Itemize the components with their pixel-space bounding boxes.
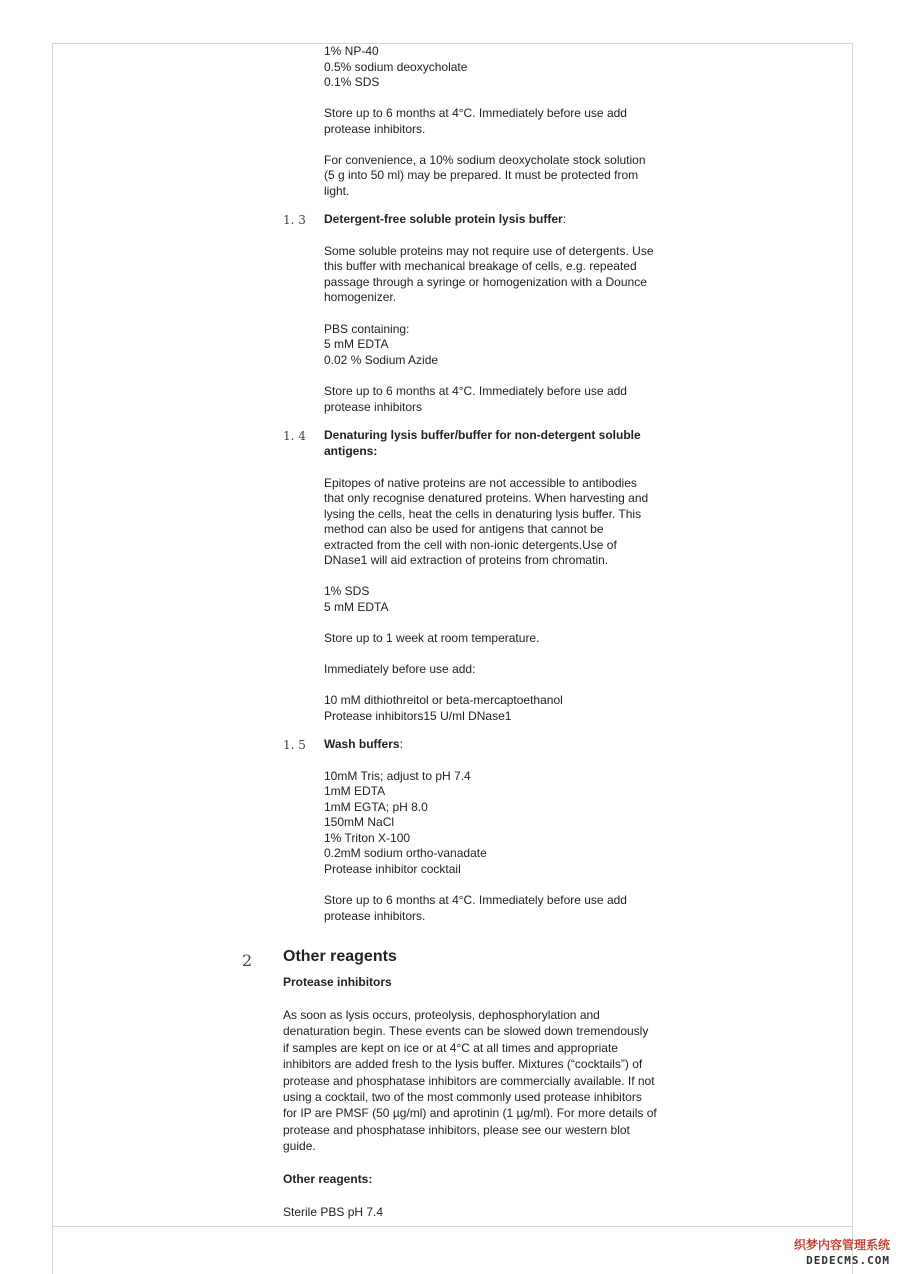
storage-line: protease inhibitors. (324, 909, 426, 923)
description-line: extracted from the cell with non-ionic detergents.Use of (324, 538, 617, 552)
heading-colon: : (399, 737, 403, 751)
reagent-line: 5 mM EDTA (324, 337, 389, 351)
reagent-line: 1mM EDTA (324, 784, 386, 798)
additive-line: Protease inhibitors15 U/ml DNase1 (324, 709, 512, 723)
reagent-line: Protease inhibitor cocktail (324, 862, 461, 876)
description-line: passage through a syringe or homogenization with a Dounce (324, 275, 647, 289)
reagent-line: 10mM Tris; adjust to pH 7.4 (324, 769, 471, 783)
reagent-line: 1mM EGTA; pH 8.0 (324, 800, 428, 814)
section-heading (324, 737, 403, 753)
description-line: DNase1 will aid extraction of proteins from chromatin. (324, 553, 609, 567)
paragraph-line: As soon as lysis occurs, proteolysis, dephosphorylation and (283, 1008, 600, 1022)
description-line: Some soluble proteins may not require use of detergents. Use (324, 244, 654, 258)
reagent-line: 1% SDS (324, 584, 370, 598)
subsection-title: Other reagents: (283, 1172, 373, 1186)
section-title: antigens: (324, 444, 378, 458)
description-line: that only recognise denatured proteins. When harvesting and (324, 491, 649, 505)
description-line: this buffer with mechanical breakage of cells, e.g. repeated (324, 259, 637, 273)
paragraph-line: for IP are PMSF (50 µg/ml) and aprotinin (1 µg/ml). For more details of (283, 1106, 657, 1120)
section-number: 2 (242, 951, 253, 970)
section-number: 1. 3 (283, 213, 306, 227)
paragraph-line: using a cocktail, two of the most commonly used protease inhibitors (283, 1090, 642, 1104)
subsection-title: Protease inhibitors (283, 975, 392, 989)
reagent-line: 1% Triton X-100 (324, 831, 411, 845)
note-line: For convenience, a 10% sodium deoxycholate stock solution (324, 153, 646, 167)
section-title: Denaturing lysis buffer/buffer for non-detergent soluble (324, 428, 641, 442)
reagent-line: 1% NP-40 (324, 44, 379, 58)
note-line: (5 g into 50 ml) may be prepared. It must be protected from (324, 168, 639, 182)
section-title: Detergent-free soluble protein lysis buffer (324, 212, 563, 226)
watermark-text: 织梦内容管理系统 (793, 1238, 890, 1252)
paragraph-line: inhibitors are added fresh to the lysis buffer. Mixtures (“cocktails”) of (283, 1057, 643, 1071)
paragraph-line: guide. (283, 1139, 316, 1153)
reagent-line: 0.2mM sodium ortho-vanadate (324, 846, 487, 860)
section-heading (324, 212, 566, 228)
watermark-url: DEDECMS.COM (806, 1254, 890, 1267)
reagent-line: 0.5% sodium deoxycholate (324, 60, 468, 74)
storage-line: Store up to 6 months at 4°C. Immediately before use add (324, 893, 627, 907)
storage-line: Store up to 6 months at 4°C. Immediately before use add (324, 384, 627, 398)
paragraph-line: if samples are kept on ice or at 4°C at all times and appropriate (283, 1041, 618, 1055)
reagent-line: 0.02 % Sodium Azide (324, 353, 439, 367)
reagent-line: 0.1% SDS (324, 75, 380, 89)
instruction-line: Immediately before use add: (324, 662, 476, 676)
paragraph-line: denaturation begin. These events can be slowed down tremendously (283, 1024, 649, 1038)
description-line: lysing the cells, heat the cells in denaturing lysis buffer. This (324, 507, 642, 521)
storage-line: protease inhibitors (324, 400, 423, 414)
heading-colon: : (562, 212, 567, 226)
reagent-line: 150mM NaCl (324, 815, 395, 829)
storage-line: protease inhibitors. (324, 122, 426, 136)
section-title: Other reagents (283, 948, 397, 965)
note-line: light. (324, 184, 350, 198)
description-line: Epitopes of native proteins are not accessible to antibodies (324, 476, 637, 490)
additive-line: 10 mM dithiothreitol or beta-mercaptoethanol (324, 693, 563, 707)
storage-line: Store up to 1 week at room temperature. (324, 631, 540, 645)
paragraph-line: protease and phosphatase inhibitors, please see our western blot (283, 1123, 630, 1137)
description-line: method can also be used for antigens that cannot be (324, 522, 604, 536)
paragraph-line: protease and phosphatase inhibitors are commercially available. If not (283, 1074, 655, 1088)
description-line: homogenizer. (324, 290, 397, 304)
section-number: 1. 4 (283, 429, 306, 443)
section-title: Wash buffers (324, 737, 400, 751)
reagent-line: Sterile PBS pH 7.4 (283, 1205, 384, 1219)
reagent-line: PBS containing: (324, 322, 410, 336)
page-divider (52, 1226, 853, 1227)
reagent-line: 5 mM EDTA (324, 600, 389, 614)
section-number: 1. 5 (283, 738, 306, 752)
storage-line: Store up to 6 months at 4°C. Immediately before use add (324, 106, 627, 120)
